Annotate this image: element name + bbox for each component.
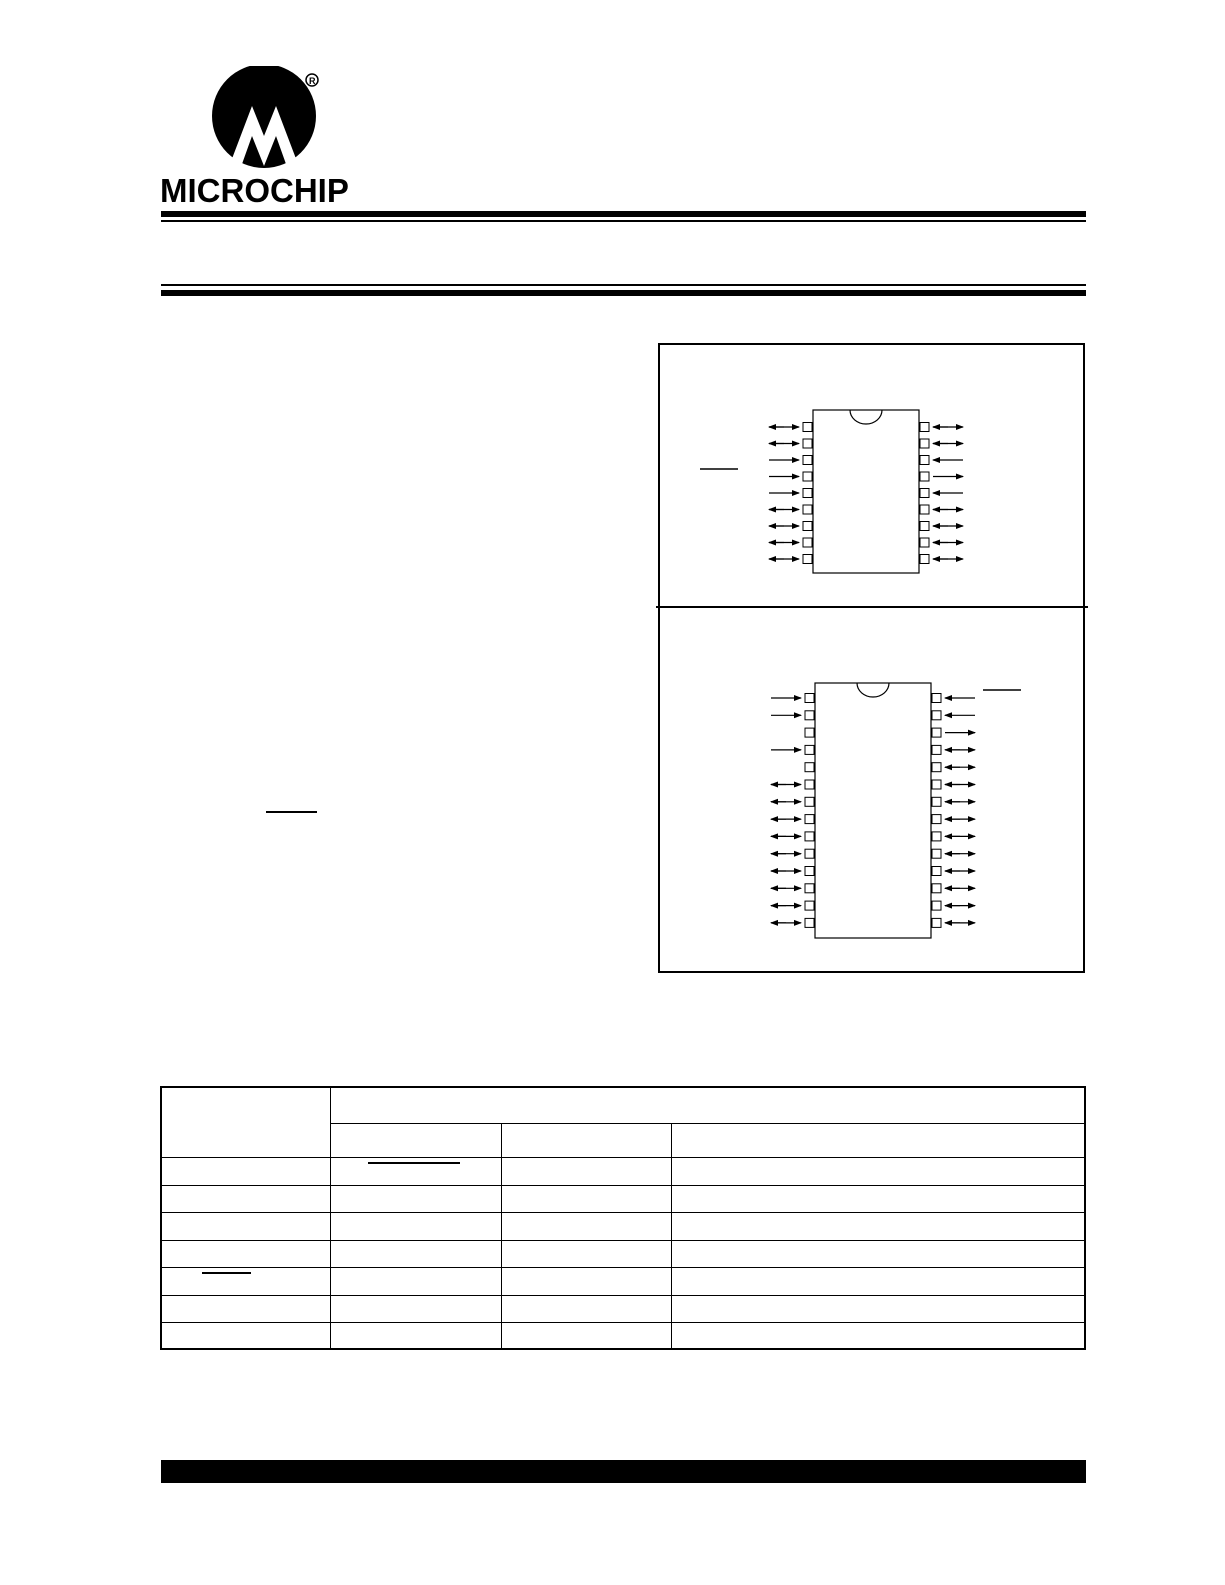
table-header-cell [672,1123,1086,1157]
table-cell [672,1295,1086,1322]
table-cell [161,1240,331,1267]
pin-pad [803,505,812,514]
pin-pad [805,832,814,841]
pin-pad [920,472,929,481]
pin-pad [803,456,812,465]
pin-pad [920,489,929,498]
table-header-cell [331,1087,1086,1123]
pin-pad [932,849,941,858]
pin-pad [920,456,929,465]
pin-pad [803,555,812,564]
table-row [161,1295,1085,1322]
chip-28-pin [771,683,1021,938]
pin-pad [920,423,929,432]
table-cell [331,1185,502,1212]
chip-18-pin [700,410,963,573]
svg-text:R: R [309,76,316,86]
table-cell [161,1212,331,1240]
footer-bar [161,1460,1086,1483]
table-cell [331,1322,502,1349]
chip-body [815,683,931,938]
pin-pad [805,694,814,703]
table-cell [672,1267,1086,1295]
pin-pad [932,694,941,703]
pin-pad [932,918,941,927]
pin-pad [920,439,929,448]
table-row [161,1157,1085,1185]
table-cell [502,1295,672,1322]
pin-pad [805,849,814,858]
table-header-cell [502,1123,672,1157]
pin-pad [805,780,814,789]
table-cell [502,1157,672,1185]
table-cell [502,1185,672,1212]
table-cell [502,1322,672,1349]
table-header-cell [331,1123,502,1157]
table-cell [672,1212,1086,1240]
chip-body [813,410,919,573]
table-cell [672,1240,1086,1267]
table-overbar [368,1162,460,1164]
pin-pad [803,439,812,448]
table-cell [672,1157,1086,1185]
table-header-cell [161,1087,331,1157]
pin-pad [803,522,812,531]
pin-pad [920,522,929,531]
table-cell [161,1185,331,1212]
pin-pad [805,918,814,927]
pin-pad [932,815,941,824]
summary-table [160,1086,1086,1350]
table-cell [331,1212,502,1240]
pin-pad [932,745,941,754]
table-overbar [202,1272,251,1274]
pin-pad [932,867,941,876]
pin-pad [805,815,814,824]
pin-pad [805,797,814,806]
table-cell [502,1212,672,1240]
table-cell [161,1157,331,1185]
pin-pad [932,797,941,806]
pin-pad [932,780,941,789]
table-cell [161,1322,331,1349]
table-cell [331,1295,502,1322]
table-cell [502,1267,672,1295]
pin-pad [803,489,812,498]
pin-pad [920,555,929,564]
pin-pad [920,505,929,514]
pin-pad [803,423,812,432]
brand-wordmark: MICROCHIP [160,172,349,209]
pin-pad [805,901,814,910]
table-row [161,1322,1085,1349]
pin-pad [932,728,941,737]
table-row [161,1212,1085,1240]
pin-pad [805,745,814,754]
table-row [161,1267,1085,1295]
pin-pad [803,472,812,481]
pin-pad [920,538,929,547]
pin-pad [805,728,814,737]
pin-pad [932,884,941,893]
pin-pad [805,884,814,893]
pin-pad [932,711,941,720]
pin-pad [805,711,814,720]
table-cell [502,1240,672,1267]
table-header-row [161,1087,1085,1123]
table-cell [161,1295,331,1322]
table-cell [331,1240,502,1267]
pin-pad [932,901,941,910]
pin-pad [805,763,814,772]
pin-pad [803,538,812,547]
pin-pad [932,763,941,772]
pin-pad [805,867,814,876]
table-row [161,1185,1085,1212]
table-row [161,1240,1085,1267]
table-cell [331,1267,502,1295]
table-cell [672,1322,1086,1349]
pin-pad [932,832,941,841]
table-cell [672,1185,1086,1212]
